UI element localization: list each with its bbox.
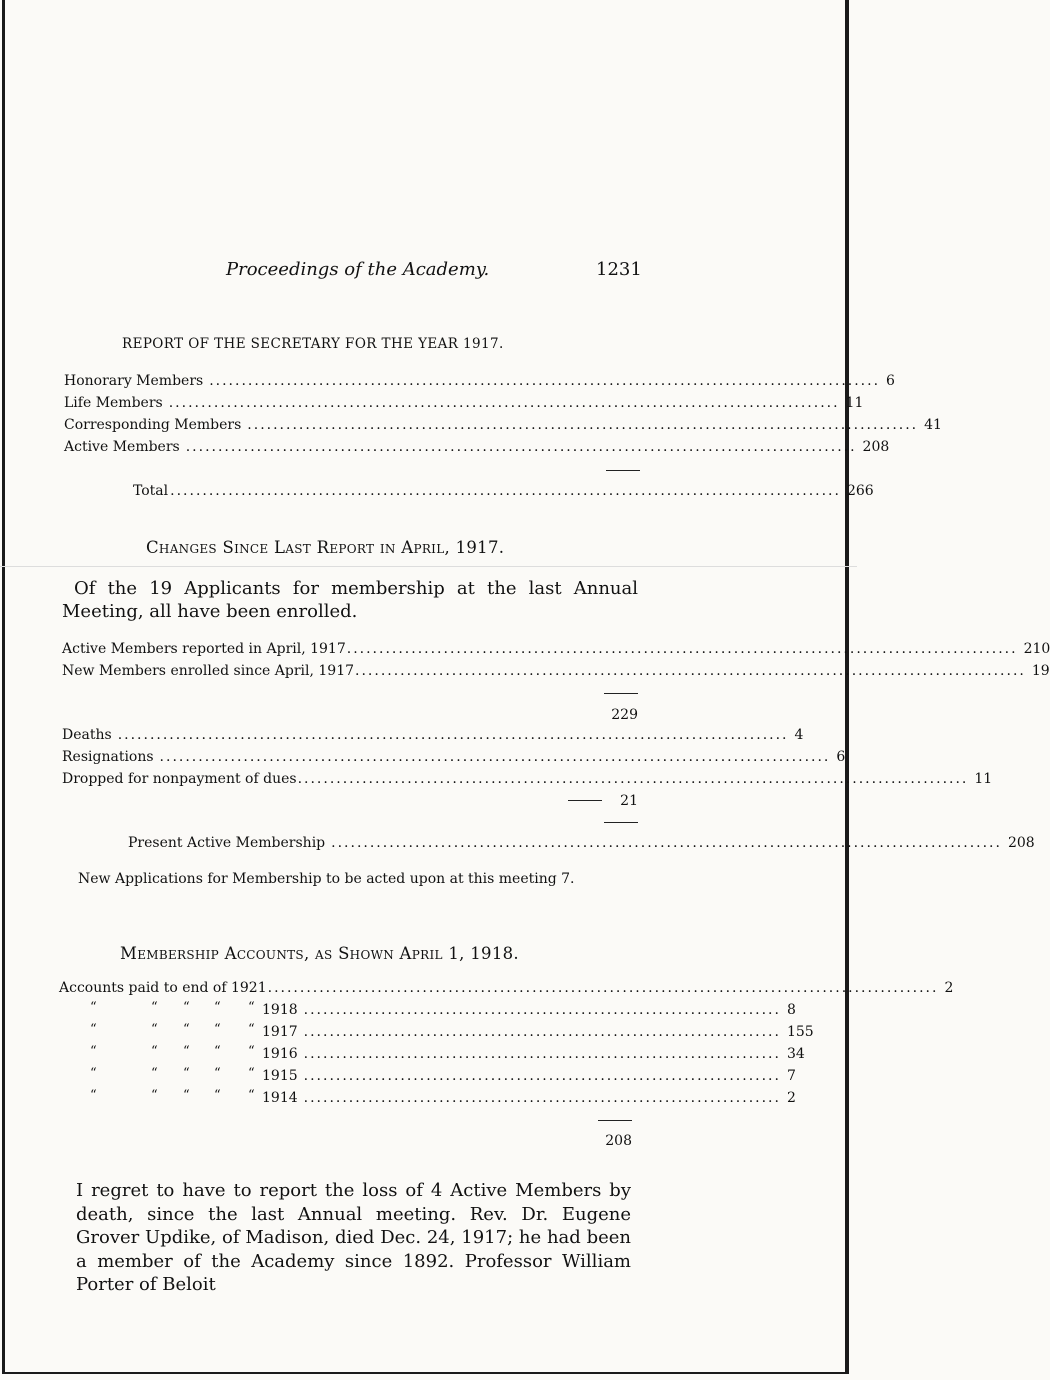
accounts-total-value: 208 bbox=[605, 1133, 632, 1149]
applicants-paragraph: Of the 19 Applicants for membership at the last Annual Meeting, all have been enrolled. bbox=[62, 578, 638, 622]
dot-leader: .......................................................................... bbox=[303, 1024, 781, 1040]
present-membership-row bbox=[128, 833, 1035, 853]
ditto-mark: “ bbox=[214, 1088, 221, 1103]
row-label: Dropped for nonpayment of dues bbox=[62, 771, 297, 787]
row-value: 19 bbox=[1031, 663, 1050, 679]
ditto-mark: “ bbox=[90, 1088, 97, 1103]
dot-leader: ........................................................................................................ bbox=[185, 439, 857, 455]
fold-line bbox=[0, 566, 857, 567]
row-label: Deaths bbox=[62, 727, 112, 743]
membership-row-life bbox=[64, 393, 864, 413]
ditto-mark: “ bbox=[248, 1022, 255, 1037]
accounts-row bbox=[262, 1088, 796, 1108]
ditto-mark: “ bbox=[183, 1044, 190, 1059]
dot-leader: .......................................................................... bbox=[303, 1068, 781, 1084]
row-label: Corresponding Members bbox=[64, 417, 242, 433]
row-value: 210 bbox=[1023, 641, 1050, 657]
row-value: 208 bbox=[862, 439, 890, 455]
row-value: 11 bbox=[974, 771, 993, 787]
dot-leader: .......................................................................... bbox=[303, 1090, 781, 1106]
accounts-row bbox=[262, 1044, 805, 1064]
dot-leader: ........................................................................................................ bbox=[331, 835, 1002, 851]
dot-leader: .......................................................................... bbox=[303, 1002, 781, 1018]
dot-leader: ........................................................................................................ bbox=[117, 727, 789, 743]
row-label: Active Members bbox=[64, 439, 180, 455]
row-value: 6 bbox=[836, 749, 846, 765]
row-label: Resignations bbox=[62, 749, 154, 765]
sum-rule bbox=[606, 470, 640, 471]
loss-rule bbox=[568, 800, 602, 801]
ditto-mark: “ bbox=[248, 1044, 255, 1059]
row-value: 34 bbox=[786, 1046, 805, 1062]
row-year: 1916 bbox=[262, 1046, 298, 1062]
sum-rule bbox=[604, 693, 638, 694]
total-value: 266 bbox=[846, 483, 874, 499]
row-label: Life Members bbox=[64, 395, 163, 411]
ditto-mark: “ bbox=[151, 1000, 158, 1015]
row-value: 41 bbox=[924, 417, 942, 433]
changes-title: Changes Since Last Report in April, 1917. bbox=[146, 538, 505, 557]
new-applications-note: New Applications for Membership to be acted upon at this meeting 7. bbox=[78, 871, 575, 887]
ditto-mark: “ bbox=[151, 1088, 158, 1103]
dot-leader: ........................................................................................................ bbox=[297, 771, 969, 787]
row-label: Honorary Members bbox=[64, 373, 204, 389]
membership-row-corresponding bbox=[64, 415, 942, 435]
ditto-mark: “ bbox=[248, 1066, 255, 1081]
ditto-mark: “ bbox=[151, 1066, 158, 1081]
ditto-mark: “ bbox=[90, 1022, 97, 1037]
dot-leader: ........................................................................................................ bbox=[346, 641, 1018, 657]
dot-leader: ........................................................................................................ bbox=[170, 483, 841, 499]
loss-row-resignations bbox=[62, 747, 846, 767]
accounts-row-1921 bbox=[59, 978, 954, 998]
row-value: 2 bbox=[944, 980, 954, 996]
ditto-mark: “ bbox=[151, 1044, 158, 1059]
dot-leader: ........................................................................................................ bbox=[168, 395, 840, 411]
ditto-mark: “ bbox=[248, 1088, 255, 1103]
row-value: 155 bbox=[786, 1024, 814, 1040]
row-value: 4 bbox=[794, 727, 804, 743]
dot-leader: ........................................................................................................ bbox=[355, 663, 1026, 679]
loss-row-deaths bbox=[62, 725, 804, 745]
present-label: Present Active Membership bbox=[128, 835, 326, 851]
subtotal-value: 229 bbox=[611, 707, 638, 723]
reported-row bbox=[62, 639, 1050, 659]
row-year: 1915 bbox=[262, 1068, 298, 1084]
enrolled-row bbox=[62, 661, 1050, 681]
sum-rule bbox=[604, 822, 638, 823]
scan-border bbox=[2, 0, 849, 1374]
ditto-mark: “ bbox=[248, 1000, 255, 1015]
page-number: 1231 bbox=[596, 259, 642, 280]
ditto-mark: “ bbox=[90, 1066, 97, 1081]
accounts-row bbox=[262, 1022, 814, 1042]
present-value: 208 bbox=[1007, 835, 1035, 851]
ditto-mark: “ bbox=[183, 1088, 190, 1103]
membership-total-row bbox=[133, 481, 874, 501]
row-label: New Members enrolled since April, 1917 bbox=[62, 663, 355, 679]
ditto-mark: “ bbox=[90, 1044, 97, 1059]
dot-leader: .......................................................................... bbox=[303, 1046, 781, 1062]
row-value: 6 bbox=[886, 373, 895, 389]
closing-paragraph: I regret to have to report the loss of 4 Active Members by death, since the last Annual meeting. Rev. Dr. Eugene Grover Updike, of Madison, died Dec. 24, 1917; he had been a member of the Academy since 1892. Professor William Porter of Beloit bbox=[76, 1180, 631, 1295]
ditto-mark: “ bbox=[214, 1066, 221, 1081]
row-value: 11 bbox=[845, 395, 864, 411]
ditto-mark: “ bbox=[214, 1022, 221, 1037]
secretary-report-title: REPORT OF THE SECRETARY FOR THE YEAR 1917. bbox=[122, 336, 504, 352]
total-label: Total bbox=[133, 483, 169, 499]
membership-row-honorary bbox=[64, 371, 895, 391]
running-head-title: Proceedings of the Academy. bbox=[226, 259, 490, 280]
ditto-mark: “ bbox=[214, 1000, 221, 1015]
row-value: 2 bbox=[786, 1090, 796, 1106]
ditto-mark: “ bbox=[183, 1066, 190, 1081]
row-year: 1918 bbox=[262, 1002, 298, 1018]
row-label: Accounts paid to end of 1921 bbox=[59, 980, 267, 996]
ditto-mark: “ bbox=[183, 1000, 190, 1015]
sum-rule bbox=[598, 1120, 632, 1121]
row-year: 1917 bbox=[262, 1024, 298, 1040]
row-value: 8 bbox=[786, 1002, 796, 1018]
row-value: 7 bbox=[786, 1068, 796, 1084]
dot-leader: ........................................................................................................ bbox=[209, 373, 881, 389]
ditto-mark: “ bbox=[183, 1022, 190, 1037]
loss-row-dropped bbox=[62, 769, 993, 789]
loss-total-value: 21 bbox=[620, 793, 638, 809]
ditto-mark: “ bbox=[151, 1022, 158, 1037]
row-label: Active Members reported in April, 1917 bbox=[62, 641, 346, 657]
row-year: 1914 bbox=[262, 1090, 298, 1106]
ditto-mark: “ bbox=[90, 1000, 97, 1015]
ditto-mark: “ bbox=[214, 1044, 221, 1059]
accounts-row bbox=[262, 1066, 796, 1086]
dot-leader: ........................................................................................................ bbox=[247, 417, 919, 433]
accounts-row bbox=[262, 1000, 796, 1020]
dot-leader: ........................................................................................................ bbox=[267, 980, 939, 996]
accounts-title: Membership Accounts, as Shown April 1, 1918. bbox=[120, 944, 519, 963]
dot-leader: ........................................................................................................ bbox=[159, 749, 831, 765]
membership-row-active bbox=[64, 437, 890, 457]
